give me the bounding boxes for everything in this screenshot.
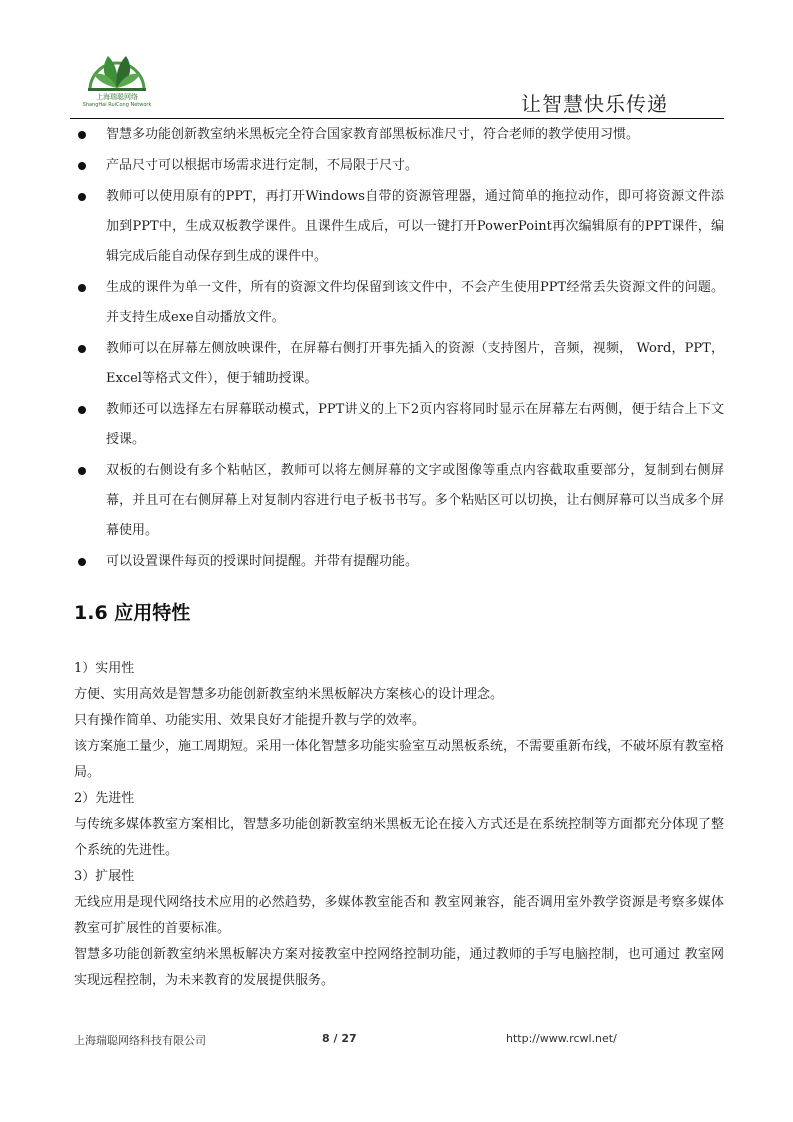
footer-url: http://www.rcwl.net/ — [506, 1032, 617, 1045]
bullet-text: 教师可以使用原有的PPT，再打开Windows自带的资源管理器，通过简单的拖拉动作，即可将资源文件添加到PPT中，生成双板教学课件。且课件生成后，可以一键打开PowerPoint再次编辑原有的PPT课件，编辑完成后能自动保存到生成的课件中。 — [106, 189, 724, 264]
bullet-text: 双板的右侧设有多个粘帖区，教师可以将左侧屏幕的文字或图像等重点内容截取重要部分，复制到右侧屏幕，并且可在右侧屏幕上对复制内容进行电子板书书写。多个粘贴区可以切换，让右侧屏幕可以当成多个屏幕使用。 — [106, 463, 724, 538]
section-body — [74, 656, 724, 994]
body-paragraph: 与传统多媒体教室方案相比，智慧多功能创新教室纳米黑板无论在接入方式还是在系统控制等方面都充分体现了整个系统的先进性。 — [74, 817, 725, 858]
bullet-text: 智慧多功能创新教室纳米黑板完全符合国家教育部黑板标准尺寸，符合老师的教学使用习惯。 — [106, 127, 640, 142]
subheading-extensibility: 3）扩展性 — [74, 869, 135, 884]
header-slogan: 让智慧快乐传递 — [521, 92, 668, 116]
bullet-text: 教师可以在屏幕左侧放映课件，在屏幕右侧打开事先插入的资源（支持图片，音频，视频， Word，PPT，Excel等格式文件），便于辅助授课。 — [106, 341, 724, 386]
bullet-item — [70, 334, 724, 394]
bullet-dot-icon — [78, 193, 86, 201]
page-footer — [74, 1032, 714, 1052]
section-title: 1.6 应用特性 — [74, 602, 191, 624]
subheading-advancement: 2）先进性 — [74, 791, 135, 806]
body-paragraph: 无线应用是现代网络技术应用的必然趋势，多媒体教室能否和 教室网兼容，能否调用室外教学资源是考察多媒体教室可扩展性的首要标准。 — [74, 895, 724, 936]
bullet-item — [70, 456, 724, 546]
logo-en-text: ShangHai RuiCong Network — [82, 102, 152, 108]
body-paragraph: 该方案施工量少，施工周期短。采用一体化智慧多功能实验室互动黑板系统，不需要重新布线，不破坏原有教室格局。 — [74, 739, 725, 780]
bullet-dot-icon — [78, 467, 86, 475]
page-header — [70, 48, 724, 120]
logo-cn-text: 上海瑞聪网络 — [96, 93, 138, 101]
leaf-logo-icon — [86, 48, 148, 92]
bullet-item — [70, 547, 724, 577]
body-paragraph: 只有操作简单、功能实用、效果良好才能提升教与学的效率。 — [74, 713, 426, 728]
page-number: 8 / 27 — [322, 1032, 357, 1045]
company-logo — [72, 48, 162, 112]
bullet-dot-icon — [78, 345, 86, 353]
bullet-text: 可以设置课件每页的授课时间提醒。并带有提醒功能。 — [106, 554, 419, 569]
bullet-text: 教师还可以选择左右屏幕联动模式，PPT讲义的上下2页内容将同时显示在屏幕左右两侧，便于结合上下文授课。 — [106, 402, 724, 447]
bullet-dot-icon — [78, 131, 86, 139]
bullet-dot-icon — [78, 162, 86, 170]
bullet-item — [70, 182, 724, 272]
bullet-text: 产品尺寸可以根据市场需求进行定制，不局限于尺寸。 — [106, 158, 419, 173]
body-paragraph: 智慧多功能创新教室纳米黑板解决方案对接教室中控网络控制功能，通过教师的手写电脑控制，也可通过 教室网实现远程控制，为未来教育的发展提供服务。 — [74, 947, 724, 988]
bullet-item — [70, 395, 724, 455]
bullet-dot-icon — [78, 284, 86, 292]
body-paragraph: 方便、实用高效是智慧多功能创新教室纳米黑板解决方案核心的设计理念。 — [74, 687, 504, 702]
bullet-item — [70, 120, 724, 150]
bullet-item — [70, 151, 724, 181]
feature-bullet-list — [70, 120, 724, 578]
subheading-practicality: 1）实用性 — [74, 661, 135, 676]
bullet-text: 生成的课件为单一文件，所有的资源文件均保留到该文件中，不会产生使用PPT经常丢失资源文件的问题。并支持生成exe自动播放文件。 — [106, 280, 724, 325]
bullet-dot-icon — [78, 406, 86, 414]
bullet-item — [70, 273, 724, 333]
header-divider — [70, 118, 724, 119]
bullet-dot-icon — [78, 558, 86, 566]
footer-company: 上海瑞聪网络科技有限公司 — [74, 1034, 206, 1047]
